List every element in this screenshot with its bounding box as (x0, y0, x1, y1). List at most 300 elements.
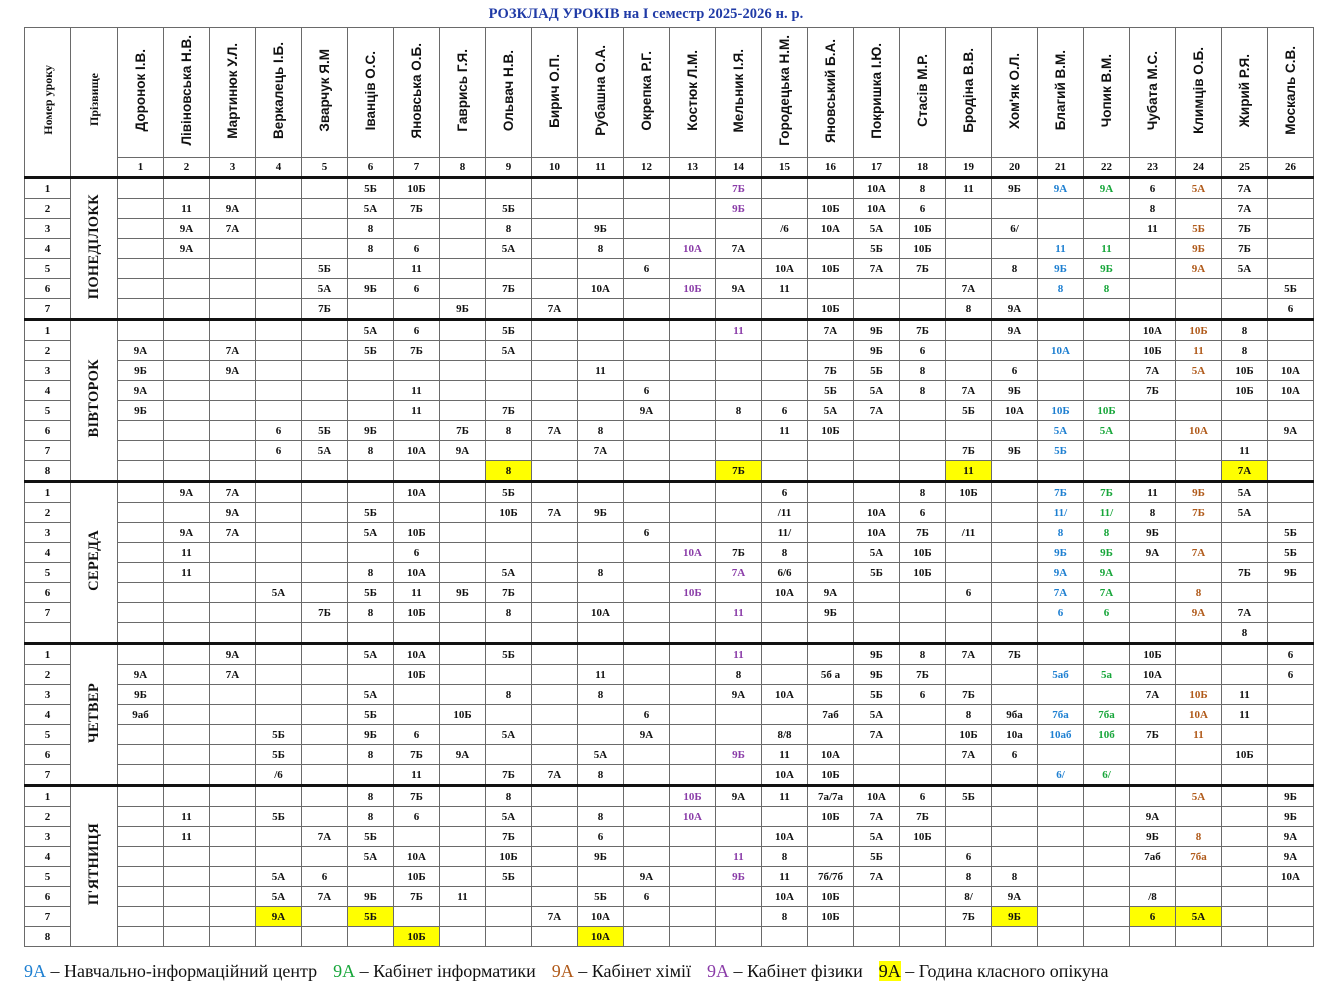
lesson-cell: 10А (578, 603, 624, 623)
lesson-cell: 10А (1130, 320, 1176, 341)
lesson-cell (164, 685, 210, 705)
lesson-cell (440, 199, 486, 219)
lesson-cell: 7Б (486, 401, 532, 421)
lesson-cell: 5А (1176, 786, 1222, 807)
lesson-cell (900, 279, 946, 299)
schedule-row (25, 401, 1314, 421)
lesson-cell (532, 786, 578, 807)
lesson-cell (1084, 299, 1130, 320)
lesson-cell: 11 (164, 563, 210, 583)
schedule-row (25, 745, 1314, 765)
lesson-cell (164, 623, 210, 644)
lesson-cell (1176, 644, 1222, 665)
lesson-cell (1222, 421, 1268, 441)
lesson-cell: 5Б (486, 867, 532, 887)
lesson-cell: 11 (164, 807, 210, 827)
teacher-name: Покришка І.Ю. (868, 42, 884, 139)
lesson-cell (624, 441, 670, 461)
lesson-cell: 10А (578, 279, 624, 299)
lesson-cell: 9А (118, 665, 164, 685)
lesson-cell (1268, 765, 1314, 786)
lesson-cell (946, 543, 992, 563)
lesson-cell: 6 (762, 401, 808, 421)
lesson-cell (440, 523, 486, 543)
lesson-cell: 6 (1268, 644, 1314, 665)
column-number: 5 (302, 158, 348, 178)
lesson-cell: 5А (256, 583, 302, 603)
lesson-cell (1222, 543, 1268, 563)
schedule-row (25, 341, 1314, 361)
lesson-cell: 9Б (1038, 259, 1084, 279)
lesson-cell (256, 381, 302, 401)
lesson-cell (1038, 927, 1084, 947)
lesson-cell: 8 (578, 765, 624, 786)
lesson-cell (624, 847, 670, 867)
lesson-cell: 5Б (578, 887, 624, 907)
lesson-cell (210, 239, 256, 259)
lesson-cell (164, 320, 210, 341)
lesson-cell (762, 381, 808, 401)
lesson-cell (992, 583, 1038, 603)
lesson-cell (1268, 341, 1314, 361)
lesson-cell (210, 745, 256, 765)
lesson-cell (716, 827, 762, 847)
lesson-cell: 7Б (394, 786, 440, 807)
lesson-cell: 8 (578, 685, 624, 705)
lesson-cell (670, 907, 716, 927)
lesson-cell (348, 543, 394, 563)
lesson-cell: 7А (302, 887, 348, 907)
lesson-cell (1268, 907, 1314, 927)
lesson-cell: 5А (256, 887, 302, 907)
lesson-cell (624, 563, 670, 583)
lesson-cell (762, 441, 808, 461)
lesson-cell: 9А (118, 381, 164, 401)
lesson-cell: 10аб (1038, 725, 1084, 745)
lesson-cell (762, 320, 808, 341)
lesson-cell: 10Б (808, 807, 854, 827)
teacher-header (210, 28, 256, 158)
lesson-cell: 10Б (900, 563, 946, 583)
lesson-cell: 7А (1222, 178, 1268, 199)
lesson-cell (716, 927, 762, 947)
lesson-cell: 8 (348, 786, 394, 807)
lesson-cell (1222, 887, 1268, 907)
lesson-cell (348, 361, 394, 381)
lesson-cell (440, 603, 486, 623)
lesson-cell: 9Б (808, 603, 854, 623)
schedule-row (25, 786, 1314, 807)
lesson-cell: 9Б (1176, 239, 1222, 259)
lesson-cell: 7А (1222, 199, 1268, 219)
lesson-cell (716, 583, 762, 603)
lesson-cell (164, 867, 210, 887)
lesson-cell: 9А (210, 199, 256, 219)
lesson-cell (992, 199, 1038, 219)
lesson-cell (624, 199, 670, 219)
lesson-cell (716, 705, 762, 725)
lesson-number: 4 (25, 847, 71, 867)
lesson-cell: 9А (164, 239, 210, 259)
teacher-name: Мартинюк У.Л. (224, 42, 240, 139)
lesson-cell: 5Б (486, 644, 532, 665)
teacher-name: Чопик В.М. (1098, 53, 1114, 128)
lesson-cell: 5А (302, 441, 348, 461)
lesson-cell (670, 765, 716, 786)
lesson-cell: 7ба (1038, 705, 1084, 725)
lesson-number: 2 (25, 807, 71, 827)
lesson-cell (1222, 665, 1268, 685)
lesson-cell (302, 482, 348, 503)
lesson-cell (440, 623, 486, 644)
legend-item (552, 961, 691, 981)
lesson-number: 4 (25, 239, 71, 259)
lesson-cell (118, 827, 164, 847)
lesson-cell (440, 482, 486, 503)
lesson-cell: 11 (762, 279, 808, 299)
lesson-cell: 7А (578, 441, 624, 461)
lesson-cell (624, 543, 670, 563)
lesson-cell (210, 765, 256, 786)
teacher-name: Зварчук Я.М (316, 49, 332, 132)
lesson-cell (486, 299, 532, 320)
lesson-cell (624, 827, 670, 847)
schedule-title: РОЗКЛАД УРОКІВ на І семестр 2025-2026 н. р. (488, 6, 804, 22)
lesson-number: 1 (25, 644, 71, 665)
lesson-cell (302, 807, 348, 827)
lesson-cell: 5А (486, 239, 532, 259)
lesson-cell (946, 421, 992, 441)
lesson-cell: 9Б (1268, 563, 1314, 583)
lesson-cell (762, 178, 808, 199)
lesson-cell (440, 219, 486, 239)
lesson-cell (946, 219, 992, 239)
lesson-cell (578, 867, 624, 887)
lesson-cell (624, 461, 670, 482)
lesson-cell: 7А (1084, 583, 1130, 603)
column-number: 16 (808, 158, 854, 178)
lesson-cell (302, 543, 348, 563)
schedule-row (25, 259, 1314, 279)
lesson-cell: 7А (1176, 543, 1222, 563)
lesson-cell: 10б (1084, 725, 1130, 745)
lesson-cell (900, 927, 946, 947)
lesson-cell (532, 685, 578, 705)
lesson-cell: 6 (1130, 907, 1176, 927)
legend-item (333, 961, 536, 981)
legend-text: – Кабінет хімії (573, 961, 692, 981)
lesson-cell (808, 341, 854, 361)
lesson-cell (532, 523, 578, 543)
lesson-cell (532, 279, 578, 299)
lesson-cell: 11 (1222, 685, 1268, 705)
lesson-cell: 11 (716, 644, 762, 665)
lesson-cell (256, 644, 302, 665)
lesson-cell (210, 786, 256, 807)
lesson-cell: 9А (624, 401, 670, 421)
lesson-cell: 11 (716, 603, 762, 623)
teacher-header (854, 28, 900, 158)
lesson-cell: 7А (1130, 685, 1176, 705)
lesson-cell (394, 361, 440, 381)
color-legend (24, 961, 1324, 982)
lesson-cell (210, 847, 256, 867)
lesson-cell (302, 178, 348, 199)
teacher-header (1268, 28, 1314, 158)
lesson-cell: 9Б (578, 219, 624, 239)
lesson-cell (532, 644, 578, 665)
lesson-cell (532, 563, 578, 583)
lesson-cell (1130, 401, 1176, 421)
lesson-cell (118, 887, 164, 907)
lesson-cell (486, 259, 532, 279)
lesson-cell (854, 603, 900, 623)
lesson-cell (670, 725, 716, 745)
lesson-cell (1222, 827, 1268, 847)
lesson-cell: 7Б (716, 461, 762, 482)
lesson-cell (900, 461, 946, 482)
lesson-cell (302, 401, 348, 421)
lesson-cell (256, 623, 302, 644)
surname-label: Прізвище (87, 73, 101, 127)
lesson-cell: 8 (716, 401, 762, 421)
schedule-row (25, 543, 1314, 563)
lesson-cell (210, 705, 256, 725)
lesson-cell (1176, 523, 1222, 543)
lesson-cell (118, 786, 164, 807)
lesson-cell: 10Б (808, 299, 854, 320)
lesson-cell: 8 (578, 563, 624, 583)
lesson-cell: 8 (1222, 341, 1268, 361)
lesson-number: 3 (25, 523, 71, 543)
lesson-cell: 5А (1222, 482, 1268, 503)
lesson-cell: 6/ (1038, 765, 1084, 786)
lesson-cell (1038, 745, 1084, 765)
lesson-cell (118, 603, 164, 623)
lesson-cell (624, 178, 670, 199)
lesson-cell: 11 (1176, 725, 1222, 745)
lesson-cell: 9А (440, 745, 486, 765)
lesson-cell: /11 (946, 523, 992, 543)
lesson-cell: 5А (808, 401, 854, 421)
lesson-cell: 11 (762, 745, 808, 765)
lesson-cell: 7А (854, 725, 900, 745)
lesson-cell (1038, 847, 1084, 867)
lesson-cell (1038, 887, 1084, 907)
lesson-cell: 7Б (440, 421, 486, 441)
lesson-cell (1222, 725, 1268, 745)
lesson-cell (1038, 867, 1084, 887)
lesson-cell (348, 381, 394, 401)
lesson-cell: 7Б (394, 745, 440, 765)
lesson-cell: 8 (486, 461, 532, 482)
lesson-cell: 9Б (716, 199, 762, 219)
lesson-cell: 6 (1268, 299, 1314, 320)
lesson-cell (164, 644, 210, 665)
schedule-row (25, 705, 1314, 725)
lesson-cell: 9Б (440, 583, 486, 603)
lesson-cell: 6 (624, 381, 670, 401)
lesson-cell: 7Б (900, 523, 946, 543)
lesson-cell (808, 178, 854, 199)
column-number: 14 (716, 158, 762, 178)
lesson-cell (1268, 725, 1314, 745)
lesson-cell: 11/ (762, 523, 808, 543)
lesson-cell (210, 259, 256, 279)
lesson-cell (118, 239, 164, 259)
lesson-cell (118, 482, 164, 503)
column-number: 9 (486, 158, 532, 178)
lesson-cell (1176, 927, 1222, 947)
schedule-row (25, 847, 1314, 867)
lesson-cell (486, 178, 532, 199)
lesson-cell (578, 523, 624, 543)
lesson-cell (486, 441, 532, 461)
lesson-cell: 5а (1084, 665, 1130, 685)
lesson-cell (1268, 461, 1314, 482)
column-number: 6 (348, 158, 394, 178)
schedule-row (25, 503, 1314, 523)
schedule-row (25, 361, 1314, 381)
schedule-row (25, 482, 1314, 503)
lesson-cell (1222, 927, 1268, 947)
lesson-cell (302, 765, 348, 786)
lesson-cell: 5А (854, 705, 900, 725)
lesson-cell: 9Б (854, 665, 900, 685)
lesson-number: 1 (25, 786, 71, 807)
lesson-cell (302, 927, 348, 947)
lesson-cell: 11/ (1038, 503, 1084, 523)
lesson-cell (486, 523, 532, 543)
lesson-cell: 9А (1130, 543, 1176, 563)
lesson-number: 3 (25, 361, 71, 381)
lesson-cell: 8 (348, 603, 394, 623)
lesson-cell (900, 705, 946, 725)
lesson-cell (164, 665, 210, 685)
lesson-cell: 5Б (1038, 441, 1084, 461)
lesson-cell (1084, 827, 1130, 847)
lesson-cell: 5Б (256, 807, 302, 827)
lesson-cell (532, 867, 578, 887)
lesson-cell: 5А (348, 320, 394, 341)
lesson-cell: 9А (1176, 603, 1222, 623)
lesson-cell (256, 927, 302, 947)
lesson-cell (1268, 441, 1314, 461)
lesson-cell: 8 (578, 807, 624, 827)
lesson-cell: 7А (210, 341, 256, 361)
lesson-cell (1268, 239, 1314, 259)
lesson-cell: 9А (210, 503, 256, 523)
lesson-cell: 5Б (348, 341, 394, 361)
legend-text: – Кабінет фізики (729, 961, 863, 981)
lesson-cell: 7А (1222, 603, 1268, 623)
lesson-number: 6 (25, 421, 71, 441)
lesson-cell: 7А (1130, 361, 1176, 381)
lesson-cell: 11 (394, 259, 440, 279)
lesson-cell: 9Б (716, 867, 762, 887)
lesson-cell (762, 927, 808, 947)
lesson-cell (164, 279, 210, 299)
lesson-cell: 9Б (348, 421, 394, 441)
lesson-cell: 5А (348, 199, 394, 219)
lesson-cell: 7ба (1176, 847, 1222, 867)
lesson-cell (302, 685, 348, 705)
lesson-cell (578, 705, 624, 725)
lesson-cell (1222, 807, 1268, 827)
lesson-cell: 10Б (808, 259, 854, 279)
lesson-cell: 8 (1176, 827, 1222, 847)
lesson-cell (440, 847, 486, 867)
lesson-cell: 10Б (394, 523, 440, 543)
teacher-header (118, 28, 164, 158)
lesson-cell (256, 482, 302, 503)
schedule-row (25, 178, 1314, 199)
lesson-cell (992, 563, 1038, 583)
lesson-cell (1130, 705, 1176, 725)
lesson-cell: 9А (808, 583, 854, 603)
lesson-cell: 7А (808, 320, 854, 341)
legend-sample: 9А (333, 961, 356, 981)
lesson-cell (164, 178, 210, 199)
lesson-cell (1130, 623, 1176, 644)
lesson-cell (1084, 807, 1130, 827)
lesson-cell: 11 (394, 401, 440, 421)
lesson-cell: 5Б (256, 725, 302, 745)
lesson-cell: 10Б (1222, 361, 1268, 381)
teacher-name: Ольвач Н.В. (500, 49, 516, 132)
lesson-cell: 6 (992, 745, 1038, 765)
lesson-cell (394, 827, 440, 847)
lesson-cell (900, 867, 946, 887)
lesson-cell: 7Б (1130, 725, 1176, 745)
lesson-cell (808, 847, 854, 867)
lesson-cell (348, 461, 394, 482)
lesson-cell: 9А (118, 341, 164, 361)
lesson-cell: 7Б (808, 361, 854, 381)
lesson-cell (302, 523, 348, 543)
lesson-cell: 10А (992, 401, 1038, 421)
lesson-cell: 9А (440, 441, 486, 461)
lesson-cell: 9Б (118, 685, 164, 705)
lesson-cell (164, 907, 210, 927)
lesson-cell: 5А (486, 725, 532, 745)
lesson-cell: 7А (946, 381, 992, 401)
schedule-row (25, 685, 1314, 705)
lesson-cell: 8 (762, 907, 808, 927)
lesson-cell (670, 299, 716, 320)
lesson-cell (210, 623, 256, 644)
lesson-cell (302, 644, 348, 665)
lesson-cell: 6 (624, 887, 670, 907)
lesson-cell (1130, 259, 1176, 279)
lesson-cell: 7ба (1084, 705, 1130, 725)
lesson-cell (946, 665, 992, 685)
lesson-cell (440, 401, 486, 421)
lesson-number: 2 (25, 665, 71, 685)
column-number: 1 (118, 158, 164, 178)
lesson-cell: 7Б (900, 665, 946, 685)
lesson-cell: 10Б (1084, 401, 1130, 421)
lesson-cell: 9А (716, 685, 762, 705)
lesson-cell: 10Б (900, 219, 946, 239)
lesson-cell (900, 725, 946, 745)
schedule-row (25, 867, 1314, 887)
lesson-cell (808, 482, 854, 503)
lesson-cell: 5А (256, 867, 302, 887)
teacher-name: Мельник І.Я. (730, 48, 746, 133)
schedule-row (25, 219, 1314, 239)
lesson-cell (578, 644, 624, 665)
